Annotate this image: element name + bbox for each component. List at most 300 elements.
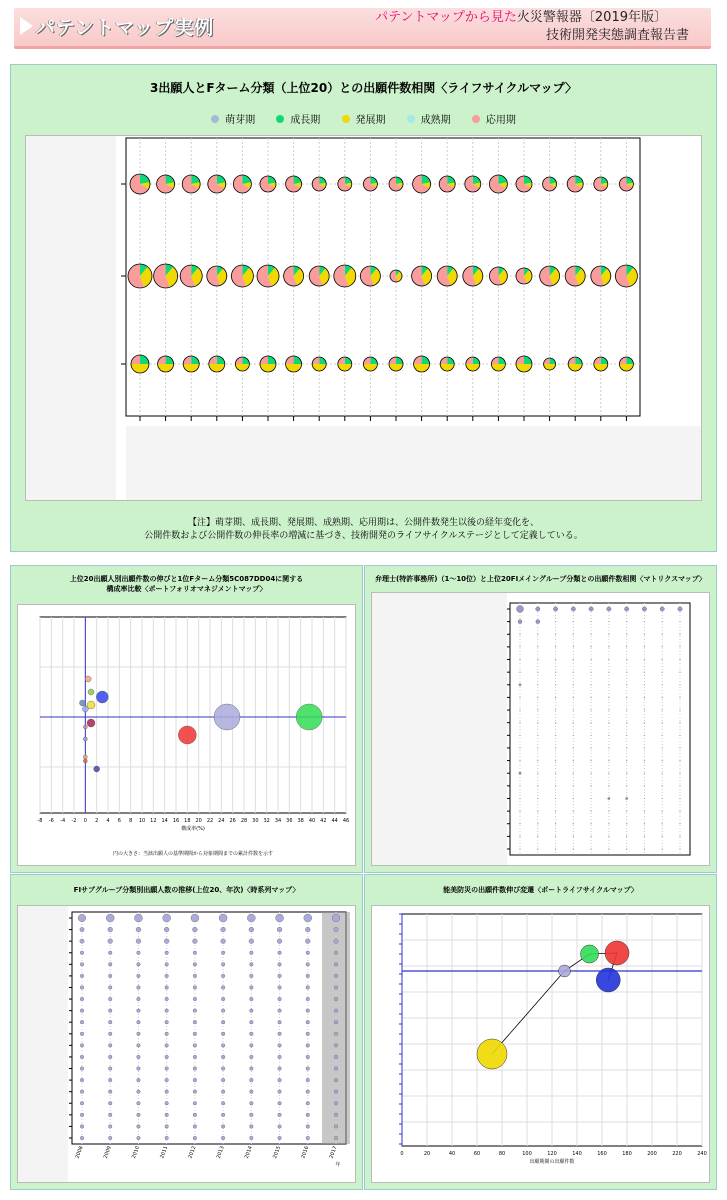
series-dot [80,1113,84,1117]
series-dot [334,1101,338,1105]
series-dot [250,1113,254,1117]
x-tick-label: 6 [117,818,121,824]
series-dot [108,927,113,932]
series-dot [165,997,169,1001]
series-dot [80,927,84,931]
series-dot [137,1009,141,1013]
main-legend [11,111,716,126]
matrix-dot [519,697,520,698]
matrix-dot [626,836,627,837]
matrix-dot [519,735,520,736]
portfolio-chart [18,605,355,865]
series-dot [137,1136,141,1140]
series-dot [334,1113,338,1117]
matrix-dot [517,606,524,613]
matrix-dot [537,722,538,723]
matrix-dot [626,634,627,635]
matrix-dot [591,722,592,723]
series-dot [108,986,112,990]
series-dot [193,1101,197,1105]
matrix-dot [608,773,609,774]
series-dot [221,963,225,967]
pie-mark [154,264,178,288]
pie-mark [309,266,329,286]
matrix-dot [555,848,556,849]
matrix-dot [519,646,520,647]
matrix-dot [573,659,574,660]
x-tick-label: 80 [498,1151,506,1157]
matrix-dot [662,634,663,635]
series-dot [136,927,141,932]
plot-area [72,912,346,1144]
caption: 円の大きさ：当該出願人の基準期間から対象期間までの累計件数を示す [112,851,274,857]
subtitle-black: 火災警報器〔2019年版〕 [516,10,667,25]
series-dot [334,1055,338,1059]
matrix-dot [679,722,680,723]
series-dot [306,963,310,967]
matrix-dot [608,747,609,748]
x-tick-label: 20 [195,818,202,824]
matrix-dot [679,659,680,660]
matrix-dot [644,646,645,647]
matrix-dot [573,773,574,774]
series-dot [278,1020,282,1024]
series-dot [250,1020,254,1024]
matrix-dot [591,735,592,736]
pie-mark [338,357,352,371]
series-dot [165,986,169,990]
matrix-dot [608,646,609,647]
matrix-dot [555,798,556,799]
pie-mark [260,356,276,372]
matrix-dot [573,672,574,673]
matrix-dot [573,747,574,748]
series-dot [137,1125,141,1129]
pie-mark [619,357,633,371]
x-tick-label: 2015 [272,1145,283,1160]
matrix-dot [573,848,574,849]
pie-mark [130,174,150,194]
legend-item-0 [211,115,255,126]
x-tick-label: 38 [297,818,304,824]
matrix-dot [591,773,592,774]
series-dot [306,1090,310,1094]
matrix-dot [591,634,592,635]
matrix-dot [553,607,557,611]
series-dot [334,1044,338,1048]
matrix-dot [678,607,682,611]
x-tick-label: 120 [547,1151,557,1157]
matrix-dot [555,659,556,660]
series-dot [250,997,254,1001]
series-dot [80,1078,84,1082]
matrix-dot [679,798,680,799]
pie-mark [257,265,279,287]
pie-mark [389,177,403,191]
matrix-dot [591,646,592,647]
matrix-dot [537,785,538,786]
matrix-dot [660,607,664,611]
matrix-dot [679,836,680,837]
series-dot [306,1101,310,1105]
series-dot [306,951,310,955]
matrix-dot [537,659,538,660]
series-dot [221,1136,225,1140]
x-tick-label: 240 [697,1151,707,1157]
pie-mark [363,357,377,371]
report-subtitle-2: 技術開発実態調査報告書 [545,28,689,43]
series-dot [334,997,338,1001]
pie-mark [439,176,455,192]
legend-label: 発展期 [355,115,386,126]
timeseries-frame [17,905,356,1183]
matrix-dot [555,785,556,786]
bubble [296,704,322,730]
main-chart-frame [25,135,702,501]
pie-mark [516,268,532,284]
matrix-dot [573,760,574,761]
matrix-dot [662,848,663,849]
series-dot [278,963,282,967]
matrix-dot [571,607,575,611]
series-dot [108,1078,112,1082]
matrix-dot [608,659,609,660]
series-dot [334,951,338,955]
series-dot [108,974,112,978]
matrix-dot [537,697,538,698]
pie-mark [209,356,225,372]
legend-item-1 [276,115,320,126]
matrix-dot [555,836,556,837]
matrix-dot [626,848,627,849]
series-dot [250,1101,254,1105]
series-dot [108,1101,112,1105]
matrix-dot [591,672,592,673]
series-dot [137,1078,141,1082]
matrix-dot [644,709,645,710]
matrix-dot [573,709,574,710]
matrix-dot [555,811,556,812]
series-dot [306,1078,310,1082]
series-dot [334,1032,338,1036]
pie-mark [389,357,403,371]
series-dot [334,1078,338,1082]
legend-item-2 [342,115,386,126]
matrix-dot [519,760,520,761]
x-tick-label: 14 [161,818,168,824]
series-dot [221,1067,225,1071]
matrix-dot [573,684,574,685]
highlight-band [322,912,350,1144]
series-dot [165,1113,169,1117]
series-dot [250,1009,254,1013]
x-tick-label: 32 [263,818,270,824]
series-dot [278,1009,282,1013]
matrix-dot [679,634,680,635]
series-dot [249,939,254,944]
matrix-dot [608,735,609,736]
series-dot [165,1090,169,1094]
series-dot [80,1055,84,1059]
series-dot [193,1067,197,1071]
portfolio-title [11,574,362,594]
matrix-dot [642,607,646,611]
matrix-dot [644,634,645,635]
matrix-dot [662,684,663,685]
pie-mark [312,357,326,371]
series-dot [193,1113,197,1117]
matrix-dot [591,785,592,786]
matrix-dot [608,848,609,849]
legend-dot [407,115,415,123]
matrix-dot [662,760,663,761]
series-dot [278,1078,282,1082]
matrix-dot [555,634,556,635]
pie-mark [128,264,152,288]
matrix-dot [573,634,574,635]
series-dot [306,1009,310,1013]
matrix-dot [608,672,609,673]
series-dot [334,927,338,931]
series-dot [108,1009,112,1013]
matrix-dot [679,773,680,774]
x-tick-label: 200 [647,1151,657,1157]
series-dot [334,1090,338,1094]
x-tick-label: 2017 [328,1145,339,1160]
series-dot [250,1125,254,1129]
pie-mark [565,266,585,286]
matrix-dot [518,620,522,624]
x-tick-label: -2 [71,818,77,824]
series-dot [165,1044,169,1048]
matrix-dot [537,747,538,748]
pie-mark [466,357,480,371]
x-tick-label: 28 [240,818,248,824]
timeseries-chart [18,906,355,1182]
series-dot [193,1032,197,1036]
note-line-1: 【注】萌芽期、成長期、発展期、成熟期、応用期は、公開件数発生以後の経年変化を、 [187,518,539,528]
series-dot [192,927,197,932]
matrix-dot [573,621,574,622]
matrix-dot [644,747,645,748]
matrix-dot [555,722,556,723]
legend-dot [211,115,219,123]
series-dot [80,1032,84,1036]
pie-mark [338,177,352,191]
matrix-dot [519,811,520,812]
matrix-dot [662,747,663,748]
series-dot [80,974,84,978]
x-tick-label: 2008 [74,1145,85,1160]
bubble-panel [364,874,717,1190]
portfolio-panel [10,565,363,873]
matrix-dot [679,823,680,824]
x-tick-label: 180 [622,1151,632,1157]
matrix-dot [608,785,609,786]
pie-mark [312,177,326,191]
matrix-dot [644,798,645,799]
pie-mark [489,267,507,285]
series-dot [334,963,338,967]
matrix-dot [679,747,680,748]
series-dot [278,1067,282,1071]
series-dot [80,1009,84,1013]
matrix-dot [679,684,680,685]
series-dot [221,986,225,990]
series-dot [250,986,254,990]
timeseries-title: FIサブグループ分類別出願人数の推移(上位20、年次)〈時系列マップ〉 [73,886,300,894]
pie-mark [390,270,402,282]
matrix-dot [537,709,538,710]
matrix-dot [644,848,645,849]
series-dot [306,1020,310,1024]
x-tick-label: 220 [672,1151,682,1157]
series-dot [306,1067,310,1071]
series-dot [108,1044,112,1048]
series-dot [165,1101,169,1105]
series-dot [250,1032,254,1036]
matrix-dot [608,684,609,685]
label-area-left [26,136,116,500]
series-dot [250,974,254,978]
series-dot [191,914,199,922]
bubble [83,725,87,729]
series-dot [80,986,84,990]
bubble [96,691,108,703]
series-dot [193,1078,197,1082]
matrix-dot [679,697,680,698]
series-dot [165,1136,169,1140]
bubble [596,968,620,992]
x-tick-label: 4 [106,818,110,824]
pie-mark [182,175,200,193]
matrix-dot [644,836,645,837]
series-dot [108,1125,112,1129]
series-dot [332,914,340,922]
x-tick-label: 12 [150,818,157,824]
note-line-2: 公開件数および公開件数の伸長率の増減に基づき、技術開発のライフサイクルステージとして定義している。 [144,531,583,541]
pie-mark [463,266,483,286]
x-tick-label: 40 [308,818,316,824]
series-dot [137,997,141,1001]
series-dot [80,939,84,943]
matrix-dot [591,621,592,622]
series-dot [193,1125,197,1129]
pie-mark [207,266,227,286]
matrix-dot [608,836,609,837]
series-dot [276,914,284,922]
series-dot [108,963,112,967]
series-dot [250,1136,254,1140]
matrix-dot [625,797,627,799]
matrix-dot [519,798,520,799]
main-chart-title: 3出願人とFターム分類（上位20）との出願件数相関〈ライフサイクルマップ〉 [150,81,577,95]
matrix-dot [679,672,680,673]
matrix-dot [626,697,627,698]
matrix-dot [537,811,538,812]
series-dot [306,1125,310,1129]
series-dot [193,986,197,990]
series-dot [334,1020,338,1024]
series-dot [278,1032,282,1036]
matrix-dot [519,772,521,774]
matrix-dot [626,621,627,622]
report-subtitle [375,6,667,25]
x-tick-label: 2011 [159,1145,170,1160]
matrix-dot [644,684,645,685]
bubble [214,704,240,730]
pie-mark [465,176,481,192]
matrix-dot [626,811,627,812]
series-dot [250,951,254,955]
series-dot [306,1113,310,1117]
series-dot [137,986,141,990]
series-dot [108,1020,112,1024]
matrix-dot [662,659,663,660]
series-dot [193,1009,197,1013]
bubble [83,755,87,759]
matrix-chart [372,593,709,865]
matrix-dot [679,709,680,710]
matrix-dot [555,747,556,748]
x-tick-label: 16 [172,818,180,824]
series-dot [221,1125,225,1129]
series-dot [221,927,226,932]
bubble-frame [371,905,710,1183]
series-dot [165,1032,169,1036]
matrix-dot [662,722,663,723]
series-dot [306,974,310,978]
pie-mark [516,356,532,372]
series-dot [306,1055,310,1059]
matrix-dot [608,621,609,622]
x-tick-label: -4 [60,818,66,824]
bubble [88,689,94,695]
x-tick-label: 2014 [243,1145,254,1160]
series-dot [250,963,254,967]
pie-mark [334,265,356,287]
bubble [581,945,599,963]
series-dot [193,1090,197,1094]
series-dot [137,963,141,967]
matrix-dot [536,607,540,611]
pie-mark [208,175,226,193]
series-dot [334,1067,338,1071]
series-dot [165,1055,169,1059]
series-dot [80,1136,84,1140]
series-dot [221,1101,225,1105]
matrix-dot [662,697,663,698]
series-dot [108,951,112,955]
matrix-dot [519,848,520,849]
series-dot [137,951,141,955]
series-dot [334,986,338,990]
portfolio-title-line-1: 上位20出願人別出願件数の伸びと1位Fターム分類5C087DD04に関する [69,575,304,583]
bubble-title: 能美防災の出願件数伸び変遷〈ポートライフサイクルマップ〉 [443,886,638,894]
matrix-dot [679,735,680,736]
matrix-dot [573,735,574,736]
series-dot [108,1090,112,1094]
matrix-dot [555,760,556,761]
bubble-chart [372,906,709,1182]
pie-mark [180,265,202,287]
series-dot [193,1020,197,1024]
series-dot [304,914,312,922]
pie-mark [235,357,249,371]
series-dot [80,997,84,1001]
x-tick-label: 8 [129,818,133,824]
matrix-dot [626,659,627,660]
